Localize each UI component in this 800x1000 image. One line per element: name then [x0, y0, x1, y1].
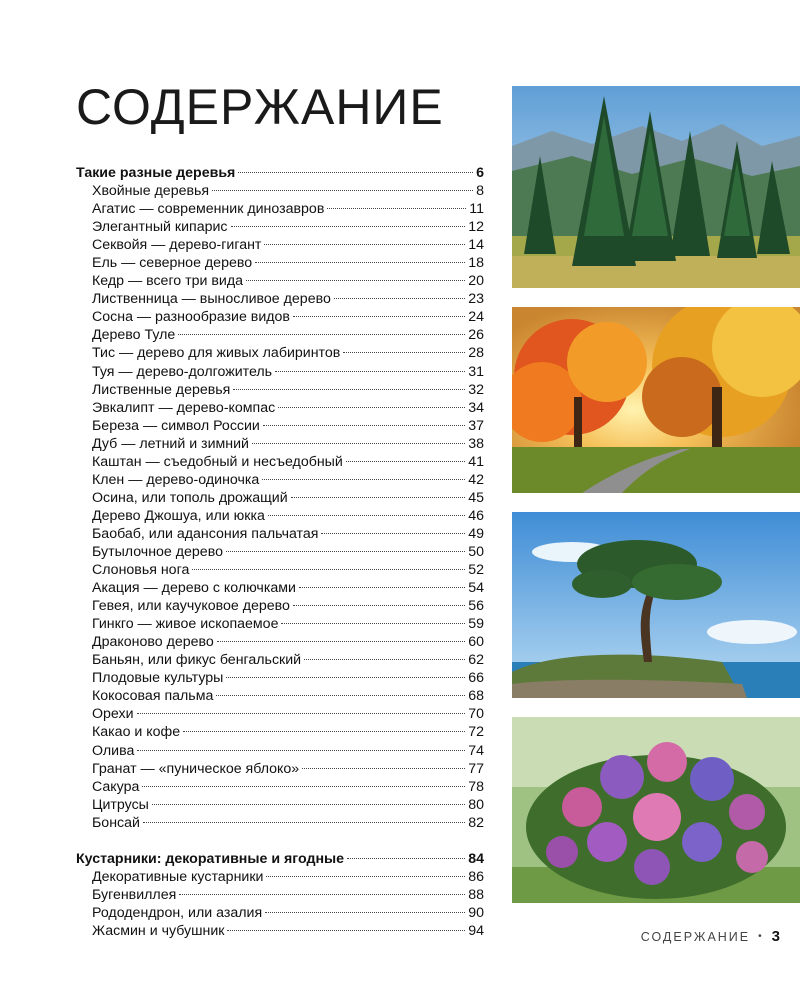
- toc-page-number: 38: [468, 435, 484, 452]
- toc-entry[interactable]: [76, 814, 484, 832]
- toc-page-number: 37: [468, 417, 484, 434]
- dot-leader: [281, 623, 465, 624]
- toc-page-number: 70: [468, 706, 484, 723]
- toc-entry-title: Олива: [92, 742, 135, 759]
- dot-leader: [262, 479, 465, 480]
- toc-entry[interactable]: [76, 381, 484, 399]
- toc-entry[interactable]: [76, 182, 484, 200]
- toc-entry[interactable]: [76, 363, 484, 381]
- dot-leader: [152, 804, 465, 805]
- toc-entry-title: Осина, или тополь дрожащий: [92, 489, 288, 506]
- toc-entry[interactable]: [76, 579, 484, 597]
- toc-entry[interactable]: [76, 399, 484, 417]
- toc-entry-title: Декоративные кустарники: [92, 868, 264, 885]
- toc-entry-title: Кокосовая пальма: [92, 688, 214, 705]
- toc-page-number: 46: [468, 507, 484, 524]
- toc-entry-title: Хвойные деревья: [92, 183, 210, 200]
- toc-entry[interactable]: [76, 525, 484, 543]
- toc-entry-title: Кустарники: декоративные и ягодные: [76, 850, 345, 867]
- dot-leader: [227, 930, 465, 931]
- toc-page-number: 34: [468, 399, 484, 416]
- dot-leader: [226, 551, 465, 552]
- toc-entry-title: Гранат — «пуническое яблоко»: [92, 760, 300, 777]
- toc-page-number: 52: [468, 562, 484, 579]
- toc-entry[interactable]: [76, 796, 484, 814]
- toc-section: [76, 164, 484, 832]
- dot-leader: [263, 425, 465, 426]
- toc-entry[interactable]: [76, 236, 484, 254]
- toc-entry-title: Баобаб, или адансония пальчатая: [92, 525, 319, 542]
- dot-leader: [293, 605, 465, 606]
- toc-entry[interactable]: [76, 218, 484, 236]
- toc-page-number: 14: [468, 237, 484, 254]
- toc-page-number: 88: [468, 886, 484, 903]
- dot-leader: [255, 262, 465, 263]
- dot-leader: [252, 443, 465, 444]
- toc-page-number: 84: [468, 850, 484, 867]
- toc-section: [76, 850, 484, 940]
- toc-entry[interactable]: [76, 778, 484, 796]
- toc-entry-title: Гинкго — живое ископаемое: [92, 616, 279, 633]
- toc-entry-title: Акация — дерево с колючками: [92, 580, 296, 597]
- toc-entry[interactable]: [76, 742, 484, 760]
- dot-leader: [238, 172, 473, 173]
- toc-page-number: 90: [468, 904, 484, 921]
- toc-entry-title: Эвкалипт — дерево-компас: [92, 399, 276, 416]
- toc-page-number: 56: [468, 598, 484, 615]
- toc-entry-title: Какао и кофе: [92, 724, 181, 741]
- toc-entry[interactable]: [76, 651, 484, 669]
- toc-entry[interactable]: [76, 561, 484, 579]
- dot-leader: [212, 190, 473, 191]
- dot-leader: [216, 695, 465, 696]
- dot-leader: [137, 713, 466, 714]
- toc-entry[interactable]: [76, 723, 484, 741]
- toc-entry-title: Элегантный кипарис: [92, 219, 228, 236]
- dot-leader: [246, 280, 465, 281]
- toc-page-number: 78: [468, 778, 484, 795]
- toc-page-number: 74: [468, 742, 484, 759]
- toc-entry[interactable]: [76, 705, 484, 723]
- toc-entry[interactable]: [76, 886, 484, 904]
- toc-entry[interactable]: [76, 669, 484, 687]
- dot-leader: [137, 750, 465, 751]
- toc-page-number: 49: [468, 525, 484, 542]
- autumn-maple-road-photo: [512, 307, 800, 493]
- dot-leader: [327, 208, 466, 209]
- page-footer: [641, 928, 780, 945]
- dot-leader: [233, 389, 465, 390]
- toc-entry[interactable]: [76, 922, 484, 940]
- dot-leader: [321, 533, 465, 534]
- toc-page-number: 50: [468, 543, 484, 560]
- dot-leader: [334, 298, 465, 299]
- toc-entry[interactable]: [76, 543, 484, 561]
- toc-entry[interactable]: [76, 615, 484, 633]
- toc-entry-title: Лиственные деревья: [92, 381, 231, 398]
- toc-entry[interactable]: [76, 200, 484, 218]
- toc-page-number: 31: [468, 363, 484, 380]
- dot-leader: [304, 659, 465, 660]
- dot-leader: [142, 786, 465, 787]
- toc-entry[interactable]: [76, 272, 484, 290]
- toc-entry-title: Бонсай: [92, 814, 140, 831]
- toc-page-number: 12: [468, 219, 484, 236]
- toc-entry-title: Секвойя — дерево-гигант: [92, 237, 262, 254]
- toc-entry[interactable]: [76, 760, 484, 778]
- toc-entry-title: Туя — дерево-долгожитель: [92, 363, 273, 380]
- toc-page-number: 26: [468, 327, 484, 344]
- toc-page-number: 32: [468, 381, 484, 398]
- dot-leader: [275, 371, 465, 372]
- dot-leader: [192, 569, 465, 570]
- toc-page-number: 54: [468, 580, 484, 597]
- toc-page-number: 23: [468, 291, 484, 308]
- toc-entry[interactable]: [76, 489, 484, 507]
- dot-leader: [299, 587, 465, 588]
- toc-page-number: 20: [468, 273, 484, 290]
- toc-entry-title: Дуб — летний и зимний: [92, 435, 249, 452]
- toc-page-number: 77: [468, 760, 484, 777]
- dot-leader: [291, 497, 466, 498]
- dot-leader: [343, 352, 465, 353]
- page-title: СОДЕРЖАНИЕ: [76, 79, 444, 135]
- toc-entry[interactable]: [76, 435, 484, 453]
- toc-page-number: 72: [468, 724, 484, 741]
- toc-page-number: 28: [468, 345, 484, 362]
- toc-entry[interactable]: [76, 471, 484, 489]
- toc-entry-title: Сосна — разнообразие видов: [92, 309, 290, 326]
- dot-leader: [268, 515, 465, 516]
- toc-page-number: 60: [468, 634, 484, 651]
- toc-entry-title: Драконово дерево: [92, 634, 214, 651]
- toc-page-number: 18: [468, 255, 484, 272]
- toc-entry-title: Жасмин и чубушник: [92, 922, 225, 939]
- toc-page-number: 68: [468, 688, 484, 705]
- toc-entry-title: Орехи: [92, 706, 134, 723]
- footer-bullet: •: [758, 931, 764, 942]
- toc-entry[interactable]: [76, 904, 484, 922]
- toc-page-number: 45: [468, 489, 484, 506]
- toc-entry-title: Клен — дерево-одиночка: [92, 471, 260, 488]
- toc-entry-title: Баньян, или фикус бенгальский: [92, 652, 302, 669]
- toc-entry-title: Цитрусы: [92, 796, 149, 813]
- toc-entry[interactable]: [76, 507, 484, 525]
- toc-entry[interactable]: [76, 868, 484, 886]
- toc-entry-title: Береза — символ России: [92, 417, 260, 434]
- toc-page-number: 41: [468, 453, 484, 470]
- toc-entry[interactable]: [76, 687, 484, 705]
- dot-leader: [226, 677, 465, 678]
- dot-leader: [347, 858, 465, 859]
- toc-entry-title: Кедр — всего три вида: [92, 273, 244, 290]
- fir-trees-meadow-photo: [512, 86, 800, 288]
- toc-page-number: 24: [468, 309, 484, 326]
- toc-page-number: 86: [468, 868, 484, 885]
- toc-entry[interactable]: [76, 290, 484, 308]
- toc-section-heading[interactable]: [76, 850, 484, 868]
- toc-entry-title: Ель — северное дерево: [92, 255, 253, 272]
- toc-entry-title: Такие разные деревья: [76, 165, 236, 181]
- toc-entry[interactable]: [76, 344, 484, 362]
- dot-leader: [266, 876, 465, 877]
- toc-page-number: 8: [476, 183, 484, 200]
- toc-page-number: 66: [468, 670, 484, 687]
- dot-leader: [231, 226, 466, 227]
- dot-leader: [143, 822, 465, 823]
- toc-entry-title: Бугенвиллея: [92, 886, 177, 903]
- toc-entry[interactable]: [76, 326, 484, 344]
- dot-leader: [293, 316, 465, 317]
- footer-section-name: СОДЕРЖАНИЕ: [640, 929, 751, 944]
- toc-entry-title: Слоновья нога: [92, 562, 190, 579]
- toc-page-number: 6: [476, 165, 484, 181]
- toc-entry-title: Тис — дерево для живых лабиринтов: [92, 345, 341, 362]
- toc-entry[interactable]: [76, 453, 484, 471]
- toc-entry-title: Каштан — съедобный и несъедобный: [92, 453, 343, 470]
- hydrangea-bush-photo: [512, 717, 800, 903]
- toc-entry[interactable]: [76, 597, 484, 615]
- toc-entry-title: Бутылочное дерево: [92, 543, 223, 560]
- pine-tree-seaside-photo: [512, 512, 800, 698]
- toc-entry-title: Лиственница — выносливое дерево: [92, 291, 331, 308]
- toc-entry-title: Сакура: [92, 778, 140, 795]
- toc-entry[interactable]: [76, 417, 484, 435]
- toc-entry-title: Плодовые культуры: [92, 670, 224, 687]
- toc-page-number: 82: [468, 814, 484, 831]
- toc-page-number: 94: [468, 922, 484, 939]
- dot-leader: [264, 244, 465, 245]
- dot-leader: [302, 768, 465, 769]
- table-of-contents: [76, 164, 484, 958]
- dot-leader: [278, 407, 465, 408]
- toc-page-number: 11: [469, 201, 484, 218]
- toc-entry-title: Дерево Джошуа, или юкка: [92, 507, 265, 524]
- toc-entry[interactable]: [76, 254, 484, 272]
- dot-leader: [178, 334, 465, 335]
- toc-entry-title: Гевея, или каучуковое дерево: [92, 598, 290, 615]
- toc-entry-title: Рододендрон, или азалия: [92, 904, 263, 921]
- dot-leader: [217, 641, 465, 642]
- dot-leader: [183, 731, 465, 732]
- toc-entry-title: Агатис — современник динозавров: [92, 201, 325, 218]
- page-number: 3: [771, 928, 780, 945]
- toc-section-heading[interactable]: [76, 164, 484, 182]
- toc-entry[interactable]: [76, 308, 484, 326]
- toc-page-number: 59: [468, 616, 484, 633]
- toc-page-number: 62: [468, 652, 484, 669]
- toc-entry[interactable]: [76, 633, 484, 651]
- toc-page-number: 80: [468, 796, 484, 813]
- dot-leader: [179, 894, 465, 895]
- dot-leader: [265, 912, 465, 913]
- toc-entry-title: Дерево Туле: [92, 327, 176, 344]
- toc-page-number: 42: [468, 471, 484, 488]
- dot-leader: [346, 461, 465, 462]
